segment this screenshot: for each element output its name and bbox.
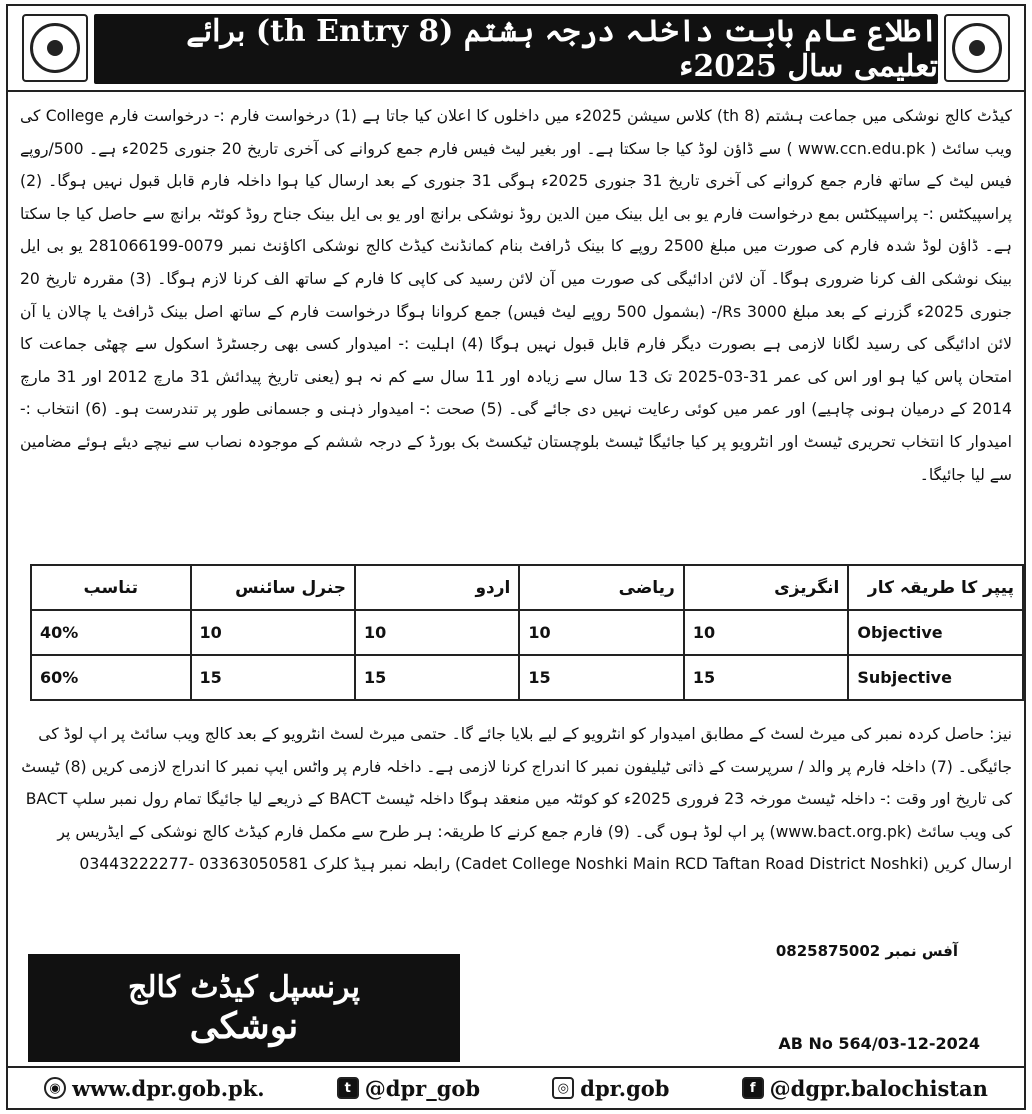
header-english: انگریزی — [684, 565, 849, 610]
signature-block — [28, 954, 460, 1062]
table-cell: 10 — [355, 610, 519, 655]
notice-paragraph: کیڈٹ کالج نوشکی میں جماعت ہشتم (8 th) کلاس سیشن 2025ء میں داخلوں کا اعلان کیا جاتا ہے (1) درخواست فارم :- درخواست فارم College کی ویب سائٹ ( www.ccn.edu.pk ) سے ڈاؤن لوڈ کیا جا سکتا ہے۔ اور بغیر لیٹ فیس فارم جمع کروانے کی آخری تاریخ 20 جنوری 2025ء ہے۔ 500/روپے فیس لیٹ کے ساتھ فارم جمع کروانے کی آخری تاریخ 31 جنوری 2025ء ہوگی 31 جنوری کے بعد ارسال کیا ہوا داخلہ فارم قابل قبول نہیں ہوگا۔ (2) پراسپیکٹس :- پراسپیکٹس بمع درخواست فارم یو بی ایل بینک مین الدین روڈ نوشکی برانچ اور یو بی ایل بینک جناح روڈ کوئٹہ برانچ سے حاصل کیا جا سکتا ہے۔ ڈاؤن لوڈ شدہ فارم کی صورت میں مبلغ 2500 روپے کا بینک ڈرافٹ بنام کمانڈنٹ کیڈٹ کالج نوشکی اکاؤنٹ نمبر 0079-281066199 یو بی ایل بینک نوشکی الف کرنا ضروری ہوگا۔ آن لائن ادائیگی کی صورت میں آن لائن رسید کی کاپی کا فارم کے ساتھ الف کرنا لازم ہوگا۔ (3) مقررہ تاریخ 20 جنوری 2025ء گزرنے کے بعد مبلغ Rs 3000/- (بشمول 500 روپے لیٹ فیس) جمع کروانا ہوگا درخواست فارم کے ساتھ اصل بینک ڈرافٹ یا چالان یا آن لائن ادائیگی کی رسید لگانا لازمی ہے بصورت دیگر فارم قابل قبول نہیں ہوگا (4) اہلیت :- امیدوار کسی بھی رجسٹرڈ اسکول سے چھٹی جماعت کا امتحان پاس کیا ہو اور اس کی عمر 31-03-2025 تک 13 سال سے زیادہ اور 11 سال سے کم نہ ہو (یعنی تاریخ پیدائش 31 مارچ 2012 اور 31 مارچ 2014 کے درمیان ہونی چاہیے) اور عمر میں کوئی رعایت نہیں دی جائے گی۔ (5) صحت :- امیدوار ذہنی و جسمانی طور پر تندرست ہو۔ (6) انتخاب :- امیدوار کا انتخاب تحریری ٹیسٹ اور انٹرویو پر کیا جائیگا ٹیسٹ بلوچستان ٹیکسٹ بک بورڈ کے درجہ ششم کے موجودہ نصاب سے نیچے دیئے ہوئے مضامین سے لیا جائیگا۔ — [20, 107, 1012, 484]
header-math: ریاضی — [519, 565, 683, 610]
table-cell: 15 — [684, 655, 849, 700]
signature-location: نوشکی — [189, 1004, 299, 1047]
signature-title: پرنسپل کیڈٹ کالج — [128, 969, 360, 1005]
footer-instagram-text: dpr.gob — [580, 1075, 670, 1101]
table-cell: 15 — [191, 655, 356, 700]
globe-icon: ◉ — [44, 1077, 66, 1099]
page-title: اطلاع عام بابت داخلہ درجہ ہشتم (8 th Entry) برائے تعلیمی سال 2025ء — [186, 14, 938, 84]
footer-facebook-text: @dgpr.balochistan — [769, 1075, 988, 1101]
footer-twitter[interactable] — [337, 1076, 480, 1101]
table-cell: 10 — [519, 610, 683, 655]
table-row — [31, 655, 1023, 700]
table-header-row — [31, 565, 1023, 610]
table-cell: Subjective — [848, 655, 1023, 700]
advertisement-page — [6, 4, 1026, 1110]
header-urdu: اردو — [355, 565, 519, 610]
table-cell: 10 — [684, 610, 849, 655]
table-row — [31, 610, 1023, 655]
notes-section — [20, 718, 1012, 938]
table-cell: 60% — [31, 655, 191, 700]
twitter-icon: t — [337, 1077, 359, 1099]
title-bar — [94, 14, 938, 84]
footer-facebook[interactable] — [742, 1076, 988, 1101]
notice-body — [20, 100, 1012, 560]
ab-number: AB No 564/03-12-2024 — [778, 1034, 980, 1053]
right-emblem-icon — [944, 14, 1010, 82]
table-cell: Objective — [848, 610, 1023, 655]
table-cell: 15 — [355, 655, 519, 700]
table-cell: 40% — [31, 610, 191, 655]
header-general-science: جنرل سائنس — [191, 565, 356, 610]
instagram-icon: ◎ — [552, 1077, 574, 1099]
notes-paragraph: نیز: حاصل کردہ نمبر کی میرٹ لسٹ کے مطابق امیدوار کو انٹرویو کے لیے بلایا جائے گا۔ حتمی میرٹ لسٹ انٹرویو کے بعد کالج ویب سائٹ پر اپ لوڈ کی جائیگی۔ (7) داخلہ فارم پر والد / سرپرست کے ذاتی ٹیلیفون نمبر کا اندراج کرنا لازمی ہے۔ داخلہ فارم پر واٹس ایپ نمبر کا اندراج لازمی کریں (8) ٹیسٹ کی تاریخ اور وقت :- داخلہ ٹیسٹ مورخہ 23 فروری 2025ء کو کوئٹہ میں منعقد ہوگا داخلہ ٹیسٹ BACT کے ذریعے لیا جائیگا تمام رول نمبر سلپ BACT کی ویب سائٹ (www.bact.org.pk) پر اپ لوڈ ہوں گی۔ (9) فارم جمع کرنے کا طریقہ: ہر طرح سے مکمل فارم کیڈٹ کالج نوشکی کے ایڈریس پر ارسال کریں (Cadet College Noshki Main RCD Taftan Road District Noshki) رابطہ نمبر ہیڈ کلرک 03363050581 -03443222277 — [21, 725, 1012, 874]
footer-instagram[interactable] — [552, 1076, 669, 1101]
footer-twitter-text: @dpr_gob — [364, 1075, 481, 1101]
office-phone: آفس نمبر 0825875002 — [775, 942, 958, 960]
footer — [8, 1066, 1024, 1108]
subject-table — [30, 564, 1024, 701]
table-cell: 10 — [191, 610, 356, 655]
left-emblem-icon — [22, 14, 88, 82]
footer-website-text: www.dpr.gob.pk. — [72, 1075, 265, 1101]
facebook-icon: f — [742, 1077, 764, 1099]
table-cell: 15 — [519, 655, 683, 700]
header-paper-type: پیپر کا طریقہ کار — [848, 565, 1023, 610]
footer-website[interactable] — [44, 1076, 264, 1101]
header — [8, 6, 1024, 92]
header-ratio: تناسب — [31, 565, 191, 610]
